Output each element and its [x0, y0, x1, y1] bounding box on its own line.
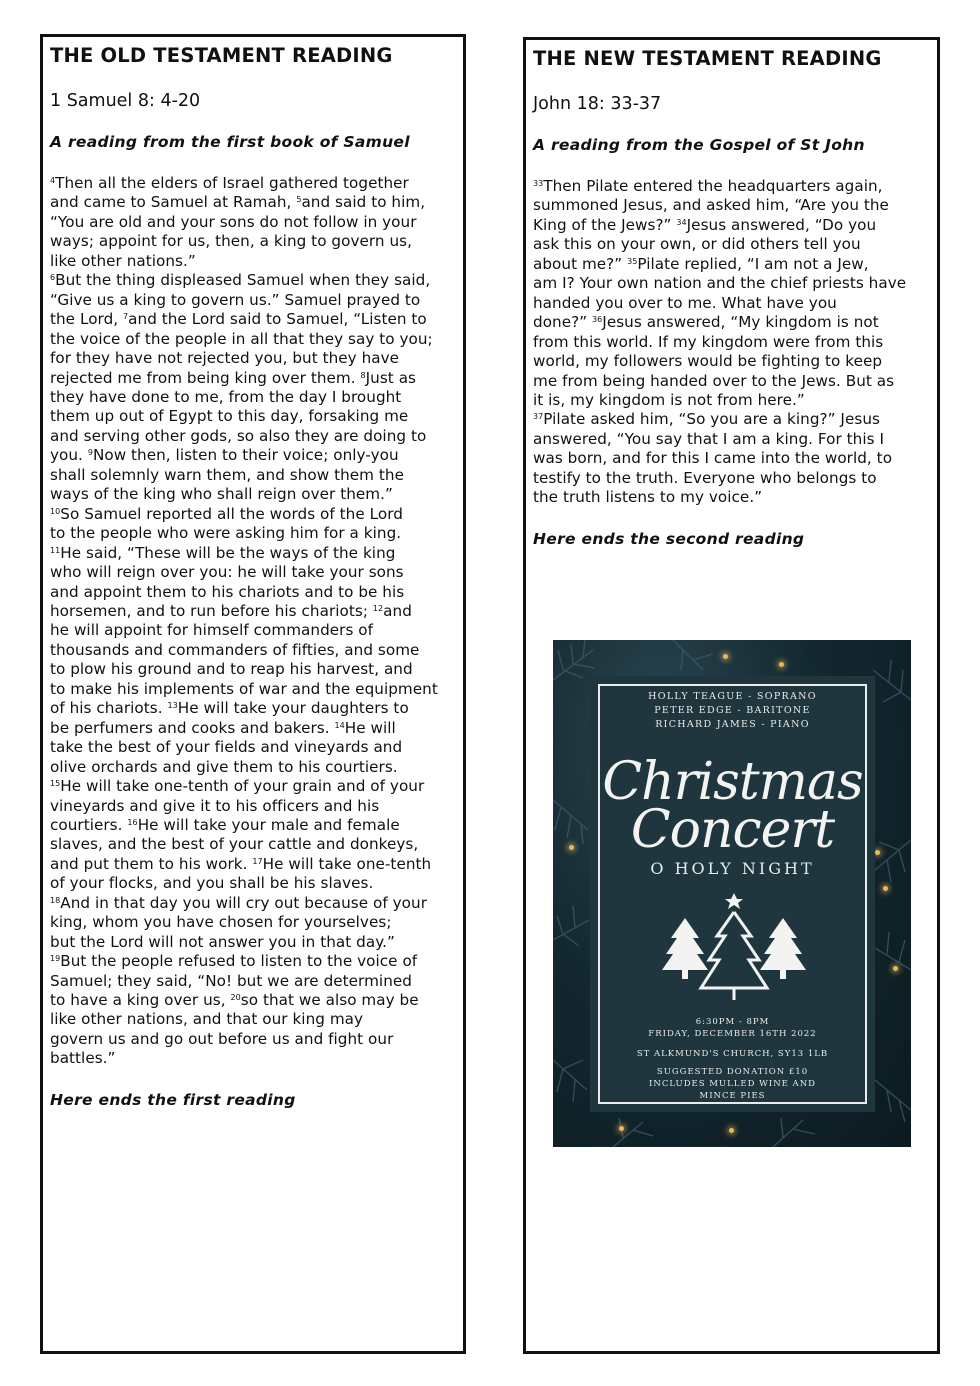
text-line [50, 1010, 455, 1029]
text-line [50, 1030, 455, 1049]
light-dot [893, 966, 898, 971]
verse-text: thousands and commanders of fifties, and some [50, 640, 420, 659]
verse-text: King of the Jews?” [533, 215, 677, 234]
new-testament-ending: Here ends the second reading [533, 529, 805, 548]
text-line [50, 466, 455, 485]
new-testament-intro: A reading from the Gospel of St John [533, 136, 865, 154]
text-line [50, 933, 455, 952]
verse-number: 16 [127, 817, 138, 827]
text-line [50, 738, 455, 757]
verse-text: “You are old and your sons do not follow in your [50, 212, 417, 231]
text-line [533, 391, 929, 410]
light-dot [619, 1126, 624, 1131]
light-dot [883, 886, 888, 891]
verse-number: 18 [50, 895, 61, 905]
concert-time: 6:30PM - 8PM [695, 1017, 770, 1027]
verse-text: He will take your male and female [137, 815, 400, 834]
verse-text: Then all the elders of Israel gathered together [55, 174, 409, 192]
text-line [533, 449, 929, 468]
text-line [533, 430, 929, 449]
text-line [50, 310, 455, 329]
text-line [50, 174, 455, 193]
text-line [50, 446, 455, 465]
text-line [50, 797, 455, 816]
verse-text: to the people who were asking him for a king. [50, 524, 402, 543]
text-line [50, 602, 455, 621]
text-line [50, 758, 455, 777]
text-line [50, 660, 455, 679]
verse-text: “Give us a king to govern us.” Samuel prayed to [50, 290, 421, 309]
verse-text: But the people refused to listen to the voice of [60, 952, 418, 971]
verse-number: 36 [592, 315, 603, 325]
verse-text: summoned Jesus, and asked him, “Are you the [533, 196, 889, 215]
verse-text: and [383, 601, 412, 620]
text-line [50, 719, 455, 738]
text-line [50, 193, 455, 212]
text-line [533, 488, 929, 507]
poster-card [590, 676, 875, 1112]
verse-text: Jesus answered, “My kingdom is not [602, 313, 879, 332]
text-line [533, 372, 929, 391]
verse-number: 6 [50, 273, 56, 283]
poster-subtitle: O HOLY NIGHT [650, 859, 815, 878]
verse-text: govern us and go out before us and fight our [50, 1029, 394, 1048]
text-line [533, 196, 929, 215]
text-line [50, 252, 455, 271]
verse-number: 9 [87, 448, 93, 458]
verse-text: like other nations, and that our king may [50, 1010, 364, 1029]
verse-text: for they have not rejected you, but they have [50, 349, 400, 368]
verse-text: the truth listens to my voice.” [533, 488, 763, 507]
text-line [50, 972, 455, 991]
verse-number: 19 [50, 954, 61, 964]
verse-text: slaves, and the best of your cattle and donkeys, [50, 835, 419, 854]
verse-text: and put them to his work. [50, 854, 253, 873]
text-line [533, 274, 929, 293]
verse-text: He will take one-tenth of your grain and of your [60, 777, 425, 796]
verse-number: 8 [360, 370, 366, 380]
text-line [50, 874, 455, 893]
verse-number: 7 [123, 312, 129, 322]
old-testament-text [50, 174, 455, 1069]
verse-number: 33 [533, 179, 544, 188]
verse-text: horsemen, and to run before his chariots; [50, 601, 373, 620]
text-line [50, 991, 455, 1010]
verse-number: 10 [50, 506, 61, 516]
text-line [50, 621, 455, 640]
text-line [50, 699, 455, 718]
text-line [50, 913, 455, 932]
old-testament-panel [40, 34, 466, 1354]
text-line [533, 313, 929, 332]
text-line [50, 388, 455, 407]
verse-text: of your flocks, and you shall be his slaves. [50, 874, 374, 893]
concert-venue: ST ALKMUND'S CHURCH, SY13 1LB [636, 1049, 829, 1059]
light-dot [779, 662, 784, 667]
donation-line-1: SUGGESTED DONATION £10 [656, 1067, 809, 1077]
text-line [50, 369, 455, 388]
text-line [50, 407, 455, 426]
verse-text: they have done to me, from the day I brought [50, 387, 402, 406]
verse-number: 20 [230, 993, 241, 1003]
donation-line-3: MINCE PIES [699, 1091, 766, 1101]
verse-text: Just as [365, 368, 417, 387]
verse-text: courtiers. [50, 815, 128, 834]
verse-text: me from being handed over to the Jews. But as [533, 371, 895, 390]
text-line [50, 835, 455, 854]
text-line [50, 485, 455, 504]
text-line [50, 524, 455, 543]
text-line [533, 352, 929, 371]
verse-number: 5 [296, 195, 302, 205]
verse-text: be perfumers and cooks and bakers. [50, 718, 335, 737]
verse-text: like other nations.” [50, 251, 196, 270]
text-line [50, 427, 455, 446]
verse-text: to make his implements of war and the equipment [50, 679, 438, 698]
verse-text: king, whom you have chosen for yourselves; [50, 913, 392, 932]
text-line [50, 232, 455, 251]
verse-text: And in that day you will cry out because of your [60, 893, 427, 912]
text-line [50, 894, 455, 913]
light-dot [569, 845, 574, 850]
poster-title-line2: Concert [630, 800, 835, 860]
text-line [50, 563, 455, 582]
verse-text: answered, “You say that I am a king. For this I [533, 429, 884, 448]
text-line [50, 777, 455, 796]
verse-text: so that we also may be [240, 991, 419, 1010]
verse-number: 35 [627, 256, 638, 266]
text-line [50, 855, 455, 874]
new-testament-reference: John 18: 33-37 [533, 94, 662, 114]
verse-text: he will appoint for himself commanders of [50, 621, 374, 640]
text-line [533, 255, 929, 274]
verse-text: rejected me from being king over them. [50, 368, 361, 387]
verse-text: and came to Samuel at Ramah, [50, 193, 297, 212]
verse-text: it is, my kingdom is not from here.” [533, 390, 805, 409]
verse-text: He will take your daughters to [177, 699, 409, 718]
performer-3: RICHARD JAMES - PIANO [655, 719, 810, 730]
verse-text: and the Lord said to Samuel, “Listen to [128, 310, 427, 329]
text-line [50, 271, 455, 290]
donation-line-2: INCLUDES MULLED WINE AND [649, 1079, 816, 1089]
verse-number: 14 [334, 720, 345, 730]
verse-text: He said, “These will be the ways of the king [60, 543, 396, 562]
text-line [50, 641, 455, 660]
verse-text: So Samuel reported all the words of the Lord [60, 504, 403, 523]
concert-date: FRIDAY, DECEMBER 16TH 2022 [648, 1029, 817, 1039]
verse-text: handed you over to me. What have you [533, 293, 837, 312]
text-line [50, 583, 455, 602]
new-testament-heading: THE NEW TESTAMENT READING [533, 47, 882, 70]
old-testament-reference: 1 Samuel 8: 4-20 [50, 91, 201, 111]
verse-text: olive orchards and give them to his courtiers. [50, 757, 398, 776]
verse-text: Now then, listen to their voice; only-you [92, 446, 399, 465]
verse-text: you. [50, 446, 88, 465]
poster-title-line1: Christmas [602, 752, 863, 812]
light-dot [723, 654, 728, 659]
old-testament-intro: A reading from the first book of Samuel [50, 133, 410, 151]
verse-text: was born, and for this I came into the world, to [533, 449, 893, 468]
verse-text: ways of the king who shall reign over them.” [50, 485, 393, 504]
verse-text: to have a king over us, [50, 991, 231, 1010]
text-line [533, 235, 929, 254]
verse-number: 12 [372, 603, 384, 613]
verse-text: them up out of Egypt to this day, forsaking me [50, 407, 409, 426]
text-line [533, 410, 929, 429]
verse-number: 15 [50, 779, 61, 789]
text-line [50, 816, 455, 835]
verse-text: testify to the truth. Everyone who belongs to [533, 468, 877, 487]
christmas-trees-icon [659, 886, 809, 1008]
verse-text: world, my followers would be fighting to keep [533, 352, 883, 371]
verse-text: to plow his ground and to reap his harvest, and [50, 660, 413, 679]
text-line [50, 505, 455, 524]
verse-text: the Lord, [50, 310, 124, 329]
verse-text: take the best of your fields and vineyards and [50, 738, 403, 757]
text-line [533, 294, 929, 313]
text-line [50, 952, 455, 971]
text-line [533, 216, 929, 235]
text-line [50, 330, 455, 349]
light-dot [729, 1128, 734, 1133]
text-line [533, 177, 929, 196]
verse-text: ask this on your own, or did others tell you [533, 235, 861, 254]
verse-text: but the Lord will not answer you in that day.” [50, 932, 395, 951]
old-testament-ending: Here ends the first reading [50, 1090, 296, 1109]
text-line [50, 291, 455, 310]
text-line [50, 349, 455, 368]
verse-text: from this world. If my kingdom were from this [533, 332, 884, 351]
verse-text: the voice of the people in all that they say to you; [50, 329, 433, 348]
verse-number: 11 [50, 545, 61, 555]
verse-text: vineyards and give it to his officers and his [50, 796, 380, 815]
performer-1: HOLLY TEAGUE - SOPRANO [648, 691, 817, 702]
verse-text: Pilate replied, “I am not a Jew, [637, 254, 869, 273]
text-line [50, 1049, 455, 1068]
verse-text: and appoint them to his chariots and to be his [50, 582, 405, 601]
verse-number: 34 [676, 217, 687, 227]
verse-number: 4 [50, 176, 56, 185]
verse-text: and said to him, [301, 193, 426, 212]
verse-text: done?” [533, 313, 593, 332]
verse-text: He will [344, 718, 396, 737]
verse-text: shall solemnly warn them, and show them the [50, 465, 404, 484]
verse-text: ways; appoint for us, then, a king to govern us, [50, 232, 412, 251]
text-line [533, 469, 929, 488]
verse-number: 37 [533, 412, 544, 422]
verse-text: and serving other gods, so also they are doing to [50, 426, 427, 445]
performer-2: PETER EDGE - BARITONE [654, 705, 811, 716]
verse-text: battles.” [50, 1049, 116, 1068]
light-dot [875, 850, 880, 855]
verse-text: Jesus answered, “Do you [686, 215, 877, 234]
old-testament-heading: THE OLD TESTAMENT READING [50, 44, 393, 67]
concert-poster [553, 640, 911, 1147]
verse-text: But the thing displeased Samuel when they said, [55, 271, 431, 290]
verse-text: am I? Your own nation and the chief priests have [533, 274, 907, 293]
text-line [533, 333, 929, 352]
verse-text: He will take one-tenth [262, 854, 432, 873]
verse-text: of his chariots. [50, 699, 168, 718]
verse-number: 13 [167, 701, 178, 711]
text-line [50, 680, 455, 699]
text-line [50, 213, 455, 232]
verse-number: 17 [252, 856, 263, 866]
verse-text: about me?” [533, 254, 628, 273]
verse-text: Pilate asked him, “So you are a king?” Jesus [543, 410, 880, 429]
text-line [50, 544, 455, 563]
verse-text: who will reign over you: he will take your sons [50, 563, 404, 582]
verse-text: Then Pilate entered the headquarters again, [543, 177, 883, 195]
verse-text: Samuel; they said, “No! but we are determined [50, 971, 412, 990]
new-testament-text [533, 177, 929, 508]
